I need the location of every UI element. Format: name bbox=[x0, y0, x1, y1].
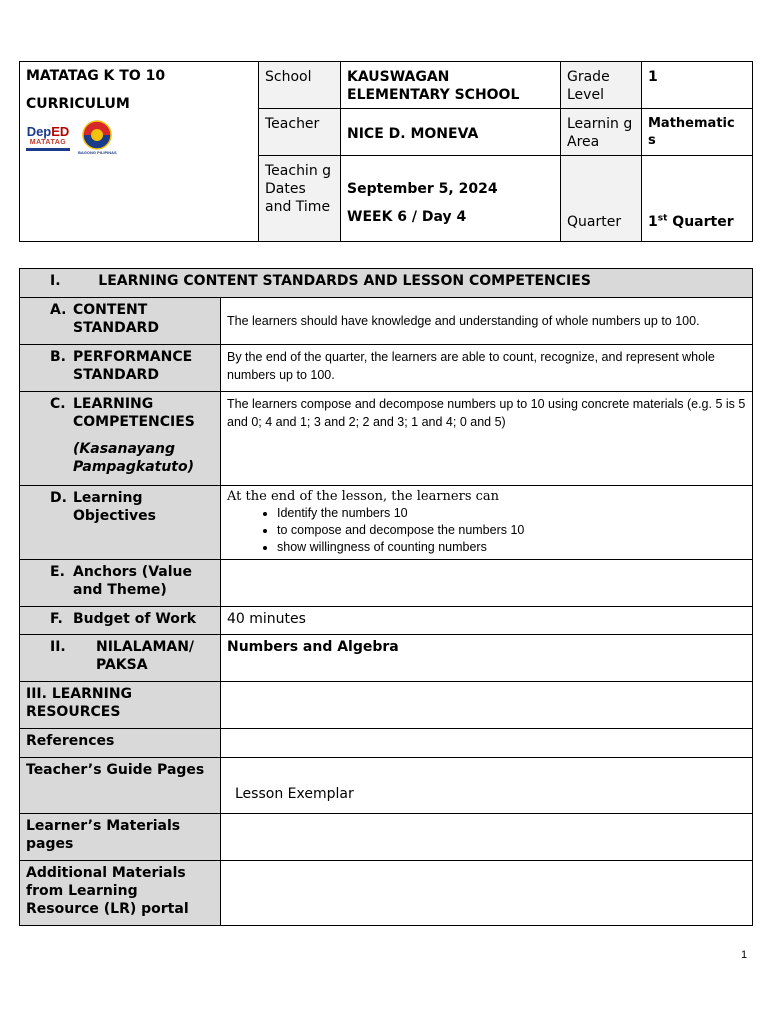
additional-materials-value bbox=[221, 861, 753, 926]
learning-competencies-value: The learners compose and decompose numbers up to 10 using concrete materials (e.g. 5 is 5 and 0; 4 and 1; 3 and 2; 2 and 3; 1 and 4; 0 and 5) bbox=[221, 392, 753, 486]
bagong-pilipinas-logo: BAGONG PILIPINAS bbox=[78, 120, 117, 155]
anchors-value bbox=[221, 560, 753, 607]
grade-level-label: Grade Level bbox=[561, 62, 642, 109]
logos bbox=[26, 120, 252, 155]
learning-competencies-label: C. LEARNING COMPETENCIES (Kasanayang Pampagkatuto) bbox=[20, 392, 221, 486]
list-item: • show willingness of counting numbers bbox=[277, 539, 746, 556]
content-standard-value: The learners should have knowledge and understanding of whole numbers up to 100. bbox=[221, 298, 753, 345]
learners-materials-label: Learner’s Materials pages bbox=[20, 814, 221, 861]
bagong-pilipinas-seal-icon bbox=[79, 120, 115, 150]
additional-materials-label: Additional Materials from Learning Resource (LR) portal bbox=[20, 861, 221, 926]
grade-level-value: 1 bbox=[642, 62, 753, 109]
learners-materials-value bbox=[221, 814, 753, 861]
content-standard-label: A. CONTENT STANDARD bbox=[20, 298, 221, 345]
teacher-label: Teacher bbox=[259, 109, 341, 156]
curriculum-cell bbox=[20, 62, 259, 242]
week-value: WEEK 6 / Day 4 bbox=[347, 209, 467, 225]
budget-of-work-value: 40 minutes bbox=[221, 607, 753, 635]
section-1-heading: I. LEARNING CONTENT STANDARDS AND LESSON COMPETENCIES bbox=[20, 269, 753, 298]
curriculum-title-line2: CURRICULUM bbox=[26, 96, 130, 112]
references-value bbox=[221, 729, 753, 758]
objectives-intro: At the end of the lesson, the learners can bbox=[227, 489, 500, 504]
teaching-dates-label: Teachin g Dates and Time bbox=[259, 156, 341, 242]
learning-resources-label: III. LEARNING RESOURCES bbox=[20, 682, 221, 729]
nilalaman-value: Numbers and Algebra bbox=[221, 635, 753, 682]
performance-standard-value: By the end of the quarter, the learners are able to count, recognize, and represent whole numbers up to 100. bbox=[221, 345, 753, 392]
nilalaman-label: II. NILALAMAN/ PAKSA bbox=[20, 635, 221, 682]
school-value: KAUSWAGAN ELEMENTARY SCHOOL bbox=[341, 62, 561, 109]
learning-resources-value bbox=[221, 682, 753, 729]
learning-area-value: Mathematic s bbox=[642, 109, 753, 156]
page-number: 1 bbox=[741, 949, 748, 961]
list-item: • Identify the numbers 10 bbox=[277, 505, 746, 522]
date-value: September 5, 2024 bbox=[347, 181, 498, 197]
school-label: School bbox=[259, 62, 341, 109]
learning-area-label: Learnin g Area bbox=[561, 109, 642, 156]
anchors-label: E. Anchors (Value and Theme) bbox=[20, 560, 221, 607]
teachers-guide-label: Teacher’s Guide Pages bbox=[20, 758, 221, 814]
references-label: References bbox=[20, 729, 221, 758]
objectives-list bbox=[227, 505, 746, 556]
performance-standard-label: B. PERFORMANCE STANDARD bbox=[20, 345, 221, 392]
learning-objectives-value bbox=[221, 486, 753, 560]
list-item: • to compose and decompose the numbers 10 bbox=[277, 522, 746, 539]
budget-of-work-label: F. Budget of Work bbox=[20, 607, 221, 635]
teaching-dates-cell bbox=[341, 156, 561, 242]
curriculum-title-line1: MATATAG K TO 10 bbox=[26, 68, 166, 84]
quarter-label: Quarter bbox=[561, 156, 642, 242]
header-table bbox=[19, 61, 753, 242]
learning-objectives-label: D. Learning Objectives bbox=[20, 486, 221, 560]
lesson-table bbox=[19, 268, 753, 926]
deped-matatag-logo: DepED MATATAG bbox=[26, 125, 70, 151]
teachers-guide-value: Lesson Exemplar bbox=[221, 758, 753, 814]
teacher-value: NICE D. MONEVA bbox=[341, 109, 561, 156]
quarter-value: 1st Quarter bbox=[642, 156, 753, 242]
